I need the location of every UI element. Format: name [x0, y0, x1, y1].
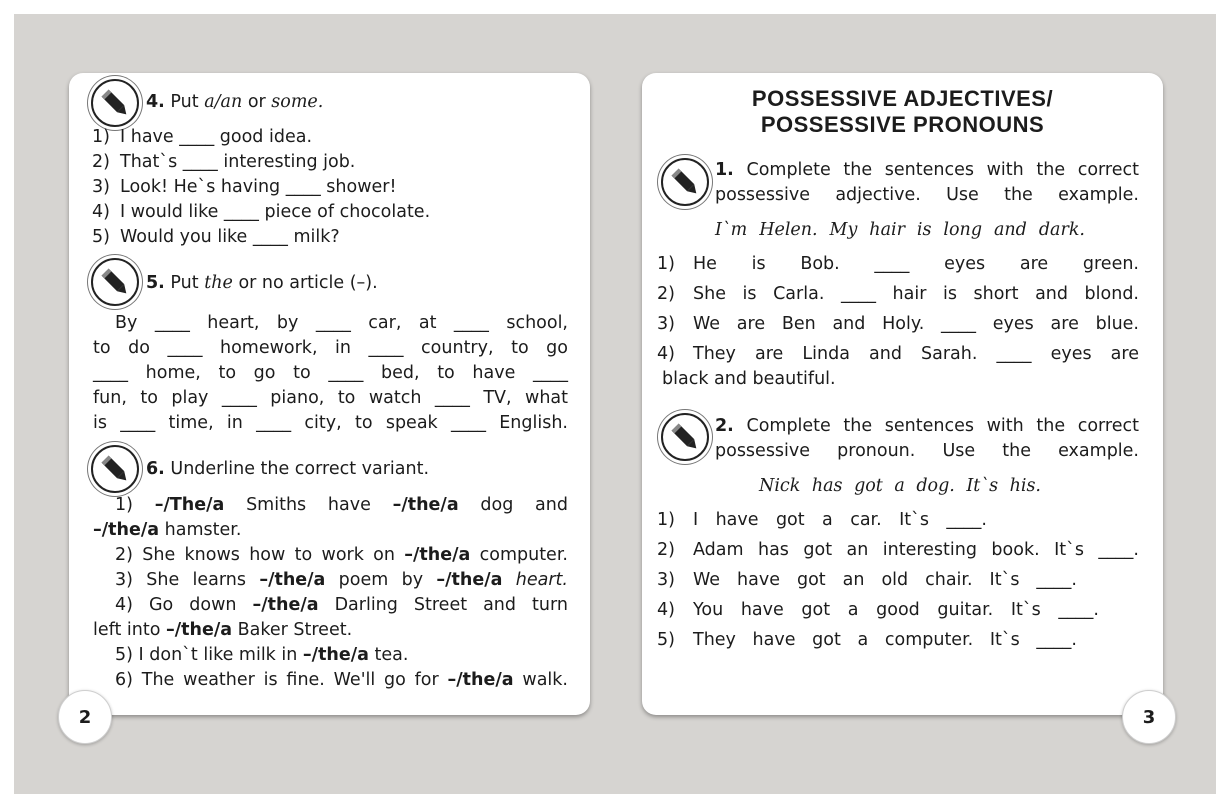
pencil-icon: [661, 158, 709, 206]
pencil-icon: [91, 79, 139, 127]
left-page: [69, 73, 590, 715]
list-item: 2) That`s ____ interesting job.: [92, 152, 356, 172]
list-item: 4) Go down –/the/a Darling Street and turn: [115, 595, 568, 615]
list-item: 1) –/The/a Smiths have –/the/a dog and: [115, 495, 568, 515]
page-title: POSSESSIVE ADJECTIVES/ POSSESSIVE PRONOUNS: [751, 86, 1054, 137]
pencil-icon: [661, 413, 709, 461]
list-item: 5) They have got a computer. It`s ____.: [657, 630, 1077, 650]
exercise-1-heading: 1. Complete the sentences with the correct possessive adjective. Use the example.: [715, 160, 1139, 205]
list-item: 1) He is Bob. ____ eyes are green.: [657, 254, 1139, 274]
list-item: 3) We are Ben and Holy. ____ eyes are blue.: [657, 314, 1139, 334]
exercise-5-heading: 5. Put the or no article (–).: [146, 273, 378, 293]
list-item: 3) Look! He`s having ____ shower!: [92, 177, 397, 197]
pencil-icon: [91, 258, 139, 306]
list-item: 2) Adam has got an interesting book. It`s ____.: [657, 540, 1139, 560]
exercise-2-heading: 2. Complete the sentences with the correct possessive pronoun. Use the example.: [715, 416, 1139, 461]
list-item: 4) They are Linda and Sarah. ____ eyes are: [657, 344, 1139, 364]
list-item: 5) Would you like ____ milk?: [92, 227, 340, 247]
exercise-2-example: Nick has got a dog. It`s his.: [759, 476, 1041, 496]
list-item: 1) I have ____ good idea.: [92, 127, 313, 147]
list-item: 5) I don`t like milk in –/the/a tea.: [115, 645, 409, 665]
list-item: 2) She knows how to work on –/the/a computer.: [115, 545, 568, 565]
list-item: 6) The weather is fine. We'll go for –/the/a walk.: [115, 670, 568, 690]
list-item: 4) You have got a good guitar. It`s ____.: [657, 600, 1099, 620]
page-number-right: 3: [1122, 690, 1176, 744]
list-item: 3) We have got an old chair. It`s ____.: [657, 570, 1077, 590]
pencil-icon: [91, 445, 139, 493]
list-item: 2) She is Carla. ____ hair is short and blond.: [657, 284, 1139, 304]
exercise-5-text: By ____ heart, by ____ car, at ____ school, to do ____ homework, in ____ country, to go ____ home, to go to ____ bed, to have ____ fun, to play ____ piano, to watch ____ TV, what is ____ time, in ____ city, to speak ____ English.: [93, 313, 568, 433]
list-item: 1) I have got a car. It`s ____.: [657, 510, 987, 530]
exercise-6-items: 1) –/The/a Smiths have –/the/a dog and –/the/a hamster. 2) She knows how to work on –/the/a computer. 3) She learns –/the/a poem by –/the/a heart. 4) Go down –/the/a Darling Street and turn left into –/the/a Baker Street. 5) I don`t like milk in –/the/a tea. 6) The weather is fine. We'll go for –/the/a walk.: [93, 493, 568, 693]
page-number-left: 2: [58, 690, 112, 744]
exercise-6-heading: 6. Underline the correct variant.: [146, 459, 430, 479]
list-item: 4) I would like ____ piece of chocolate.: [92, 202, 431, 222]
list-item-continuation: black and beautiful.: [662, 369, 836, 389]
exercise-1-example: I`m Helen. My hair is long and dark.: [715, 220, 1085, 240]
list-item: 3) She learns –/the/a poem by –/the/a heart.: [115, 570, 568, 590]
right-page: [642, 73, 1163, 715]
exercise-4-heading: 4. Put a/an or some.: [146, 92, 324, 112]
